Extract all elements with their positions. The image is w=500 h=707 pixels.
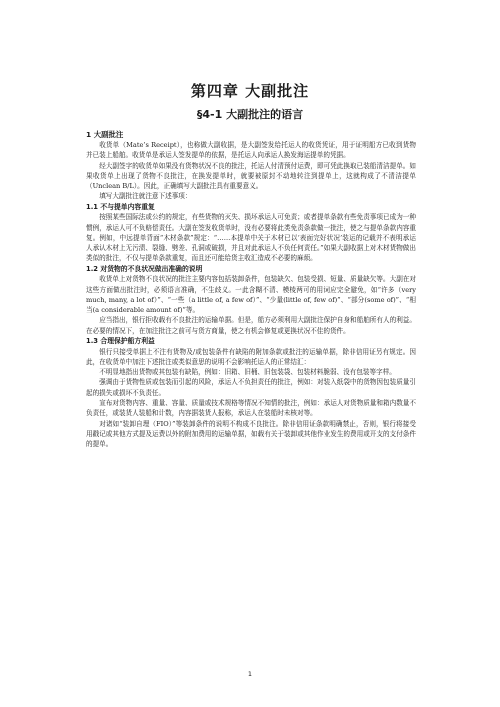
paragraph: 银行只接受单据上不注有货物及/或包装条件有缺陷的附加条款或批注的运输单据，除非信用证另有规定。因此，在收货单中加注下述批注或类似意思的说明不会影响托运人的正常结汇： (86, 347, 416, 366)
subheading-accurate-description: 1.2 对货物的不良状况做出准确的说明 (86, 264, 203, 273)
paragraph: 收货单上对货物不良状况的批注主要内容包括装卸条件，包装缺欠、包装受损、短量、质量缺欠等。大副在对这些方面做出批注时，必须语言准确，不生歧义。一此含糊不清、模棱两可的用词应完全避免，如“许多（very much, many, a lot of）”、“一些（a little of, a few of）”、“少量(little of, few of)”、“部分(some of)”、“相当(a considerable amount of)”等。 (86, 275, 416, 315)
paragraph: 收货单（Mate’s Receipt），也称做大副收据，是大副签发给托运人的收货凭证，用于证明船方已收到货物并已装上船舶。收货单是承运人签发提单的依据，是托运人向承运人换发海运提单的凭据。 (86, 141, 416, 160)
paragraph: 不明显地指出货物或其包装有缺陷，例如：旧箱、旧桶、旧包装袋、包装材料脆弱、没有包装等字样。 (99, 368, 396, 377)
paragraph: 应当指出，银行拒收载有不良批注的运输单据。但是，船方必须利用大副批注保护自身和船舶所有人的利益。在必要的情况下，在加注批注之前可与货方商量，使之有机会修复或更换状况不佳的货件。 (86, 316, 416, 335)
chapter-title: 第四章 大副批注 (190, 82, 310, 100)
paragraph: 经大副签字的收货单如果没有货物状况不良的批注，托运人付清预付运费，即可凭此换取已装船清洁提单。如果收货单上出现了货物不良批注，在换发提单时，就要被原封不动地转注到提单上，这就构成了不清洁提单（Unclean B/L）。因此，正确填写大副批注具有重要意义。 (86, 161, 416, 191)
paragraph: 强调由于货物性质或包装而引起的风险，承运人不负担责任的批注，例如：对装入纸袋中的货物因包装质量引起的损失或损坏不负责任。 (86, 378, 416, 397)
heading-mates-receipt: 1 大副批注 (86, 130, 124, 139)
section-title: §4-1 大副批注的语言 (196, 108, 304, 121)
subheading-protect-carrier: 1.3 合理保护船方利益 (86, 337, 155, 346)
paragraph: 对诸如“装卸自理（FIO）”等装卸条件的说明不构成不良批注。除非信用证条款明确禁止，否则，银行将接受用戳记或其他方式提及运费以外的附加费用的运输单据，如载有关于装卸或其他作业发生的费用或开支的支付条件的提单。 (86, 419, 416, 449)
page-number: 1 (247, 670, 253, 678)
body-text (86, 128, 416, 450)
paragraph: 填写大副批注就注意下述事项： (99, 192, 192, 201)
paragraph: 按照某些国际法或公约的规定，有些货物的灭失、损坏承运人可免责；或者提单条款有些免责事项已成为一种惯例，承运人可不负赔偿责任。大副在签发收货单时，没有必要将此类免责条款做一批注，使之与提单条款内容重复。例如，中远提单背面“木材条款”规定：“……本提单中关于木材已以‘表面完好状况’装运的记载并不表明承运人承认木材上无污渍、裂缝、劈差、孔洞或破损，并且对此承运人不负任何责任。”如果大副收据上对木材货物做出类似的批注，不仅与提单条款重复，而且还可能给货主收汇造成不必要的麻烦。 (86, 213, 416, 263)
subheading-no-duplication: 1.1 不与提单内容重复 (86, 202, 155, 211)
paragraph: 宣布对货物内容、重量、容量、质量或技术规格等情况不知情的批注，例如：承运人对货物质量和箱内数量不负责任，或装货人装船和计数，内容据装货人报称，承运人在装船时未核对等。 (86, 399, 416, 418)
